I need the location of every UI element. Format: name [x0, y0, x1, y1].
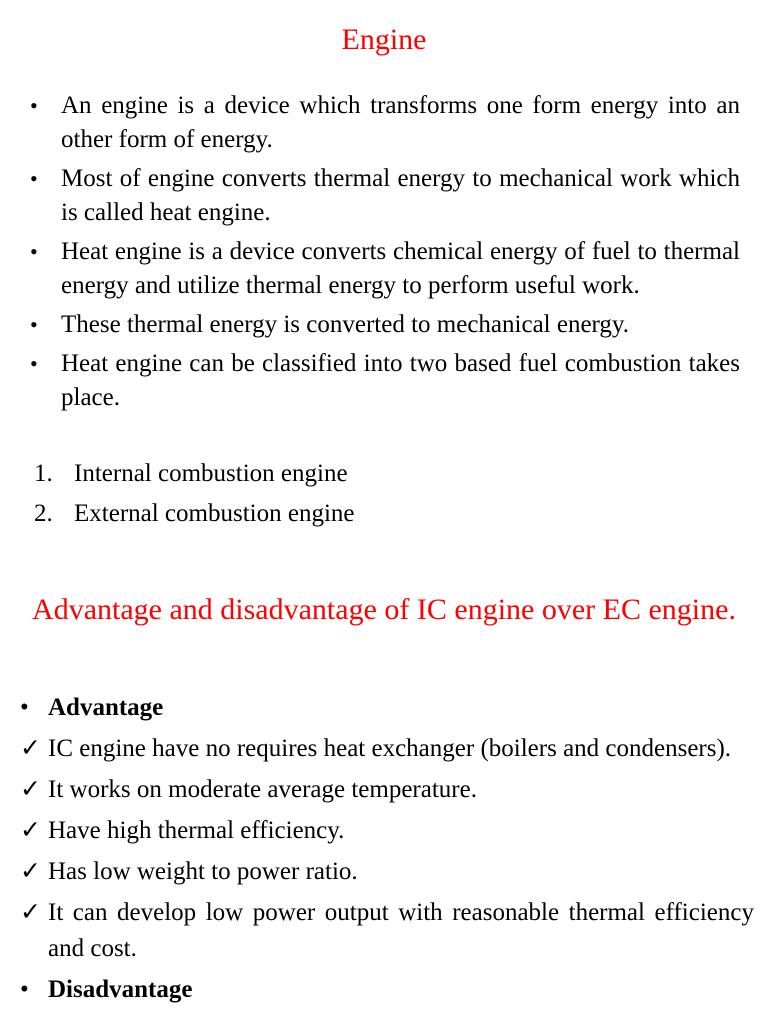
bullet-icon: •	[30, 166, 38, 191]
list-item-text: Most of engine converts thermal energy to mechanical work which is called heat engine.	[61, 165, 740, 226]
item-text: External combustion engine	[74, 500, 355, 527]
numbered-item	[34, 497, 354, 531]
disadvantage-heading	[20, 972, 754, 1008]
list-item-text: It works on moderate average temperature.	[48, 776, 477, 803]
check-icon: ✓	[20, 899, 41, 926]
check-icon: ✓	[20, 735, 41, 762]
list-item	[20, 854, 754, 890]
list-item	[30, 162, 740, 230]
list-item-text: Have high thermal efficiency.	[48, 817, 345, 844]
list-item	[20, 772, 754, 808]
list-item	[20, 731, 754, 767]
item-text: Internal combustion engine	[74, 460, 348, 487]
page-title: Engine	[341, 23, 427, 56]
bullet-icon: •	[30, 93, 38, 118]
list-item	[20, 813, 754, 849]
list-item	[30, 89, 740, 157]
bullet-icon: •	[30, 312, 38, 337]
item-number: 2.	[34, 500, 53, 527]
numbered-item	[34, 457, 354, 491]
engine-bullet-list	[30, 89, 740, 420]
check-icon: ✓	[20, 776, 41, 803]
list-item-text: Has low weight to power ratio.	[48, 858, 358, 885]
list-item-text: Heat engine is a device converts chemical energy of fuel to thermal energy and utilize thermal energy to perform useful work.	[61, 238, 740, 299]
list-item-text: IC engine have no requires heat exchanger (boilers and condensers).	[48, 735, 732, 762]
bullet-icon: •	[30, 351, 38, 376]
section-title: Advantage and disadvantage of IC engine over EC engine.	[32, 593, 736, 626]
list-item-text: These thermal energy is converted to mechanical energy.	[61, 311, 630, 338]
engine-type-list	[34, 457, 354, 537]
list-item-text: It can develop low power output with reasonable thermal efficiency and cost.	[48, 899, 754, 962]
heading-text: Advantage	[48, 694, 164, 721]
list-item	[30, 347, 740, 415]
item-number: 1.	[34, 460, 53, 487]
list-item	[30, 235, 740, 303]
list-item	[20, 895, 754, 967]
list-item-text: Heat engine can be classified into two based fuel combustion takes place.	[61, 350, 740, 411]
check-icon: ✓	[20, 817, 41, 844]
advantage-heading	[20, 690, 754, 726]
list-item	[30, 308, 740, 342]
advantage-list	[20, 690, 754, 1013]
bullet-icon: •	[30, 239, 38, 264]
list-item-text: An engine is a device which transforms one form energy into an other form of energy.	[61, 92, 740, 153]
bullet-icon: •	[20, 976, 29, 1003]
heading-text: Disadvantage	[48, 976, 193, 1003]
bullet-icon: •	[20, 694, 29, 721]
check-icon: ✓	[20, 858, 41, 885]
